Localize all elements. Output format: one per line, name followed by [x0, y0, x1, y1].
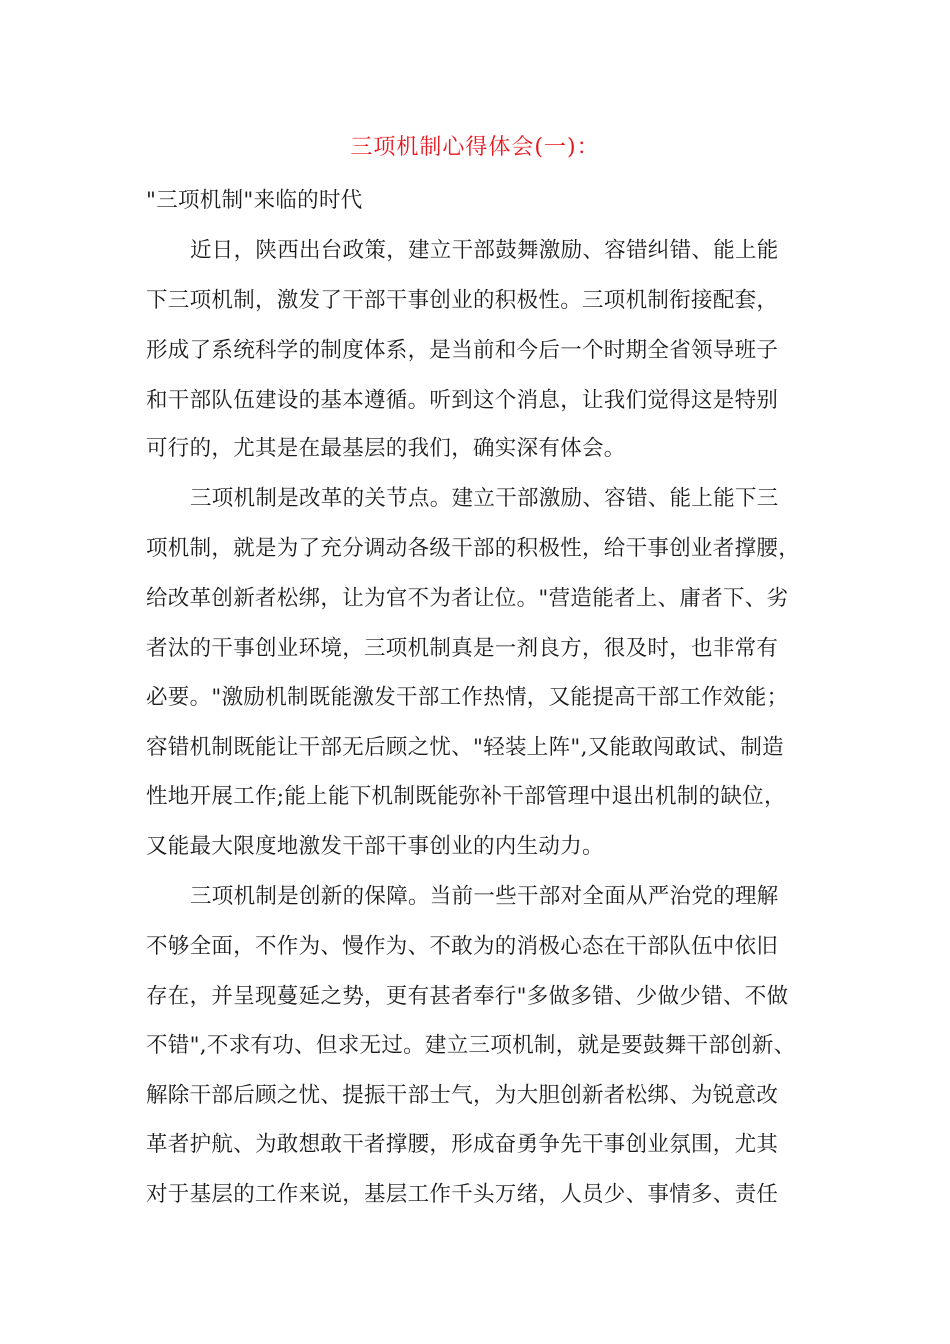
paragraph-2-line-7: 性地开展工作;能上能下机制既能弥补干部管理中退出机制的缺位， — [146, 784, 786, 809]
subtitle-line: "三项机制"来临的时代 — [146, 188, 363, 213]
paragraph-1-line-5: 可行的，尤其是在最基层的我们，确实深有体会。 — [146, 436, 626, 461]
paragraph-1-line-1: 近日，陕西出台政策，建立干部鼓舞激励、容错纠错、能上能 — [190, 238, 779, 263]
paragraph-2-line-2: 项机制，就是为了充分调动各级干部的积极性，给干事创业者撑腰， — [146, 536, 801, 561]
paragraph-3-line-3: 存在，并呈现蔓延之势，更有甚者奉行"多做多错、少做少错、不做 — [146, 984, 789, 1009]
paragraph-2-line-3: 给改革创新者松绑，让为官不为者让位。"营造能者上、庸者下、劣 — [146, 586, 789, 611]
paragraph-3-line-4: 不错",不求有功、但求无过。建立三项机制，就是要鼓舞干部创新、 — [146, 1033, 796, 1058]
paragraph-3-line-7: 对于基层的工作来说，基层工作千头万绪，人员少、事情多、责任 — [146, 1182, 779, 1207]
paragraph-1-line-3: 形成了系统科学的制度体系，是当前和今后一个时期全省领导班子 — [146, 338, 779, 363]
paragraph-1-line-4: 和干部队伍建设的基本遵循。听到这个消息，让我们觉得这是特别 — [146, 388, 779, 413]
paragraph-2-line-4: 者汰的干事创业环境，三项机制真是一剂良方，很及时，也非常有 — [146, 636, 779, 661]
paragraph-3-line-1: 三项机制是创新的保障。当前一些干部对全面从严治党的理解 — [190, 884, 779, 909]
paragraph-2-line-5: 必要。"激励机制既能激发干部工作热情，又能提高干部工作效能； — [146, 685, 789, 710]
document-title: 三项机制心得体会(一)： — [350, 135, 600, 160]
paragraph-2-line-8: 又能最大限度地激发干部干事创业的内生动力。 — [146, 834, 604, 859]
paragraph-2-line-6: 容错机制既能让干部无后顾之忧、"轻装上阵",又能敢闯敢试、制造 — [146, 735, 784, 760]
paragraph-1-line-2: 下三项机制，激发了干部干事创业的积极性。三项机制衔接配套， — [146, 288, 779, 313]
paragraph-2-line-1: 三项机制是改革的关节点。建立干部激励、容错、能上能下三 — [190, 486, 779, 511]
paragraph-3-line-6: 革者护航、为敢想敢干者撑腰，形成奋勇争先干事创业氛围，尤其 — [146, 1132, 779, 1157]
paragraph-3-line-2: 不够全面，不作为、慢作为、不敢为的消极心态在干部队伍中依旧 — [146, 934, 779, 959]
paragraph-3-line-5: 解除干部后顾之忧、提振干部士气，为大胆创新者松绑、为锐意改 — [146, 1083, 779, 1108]
